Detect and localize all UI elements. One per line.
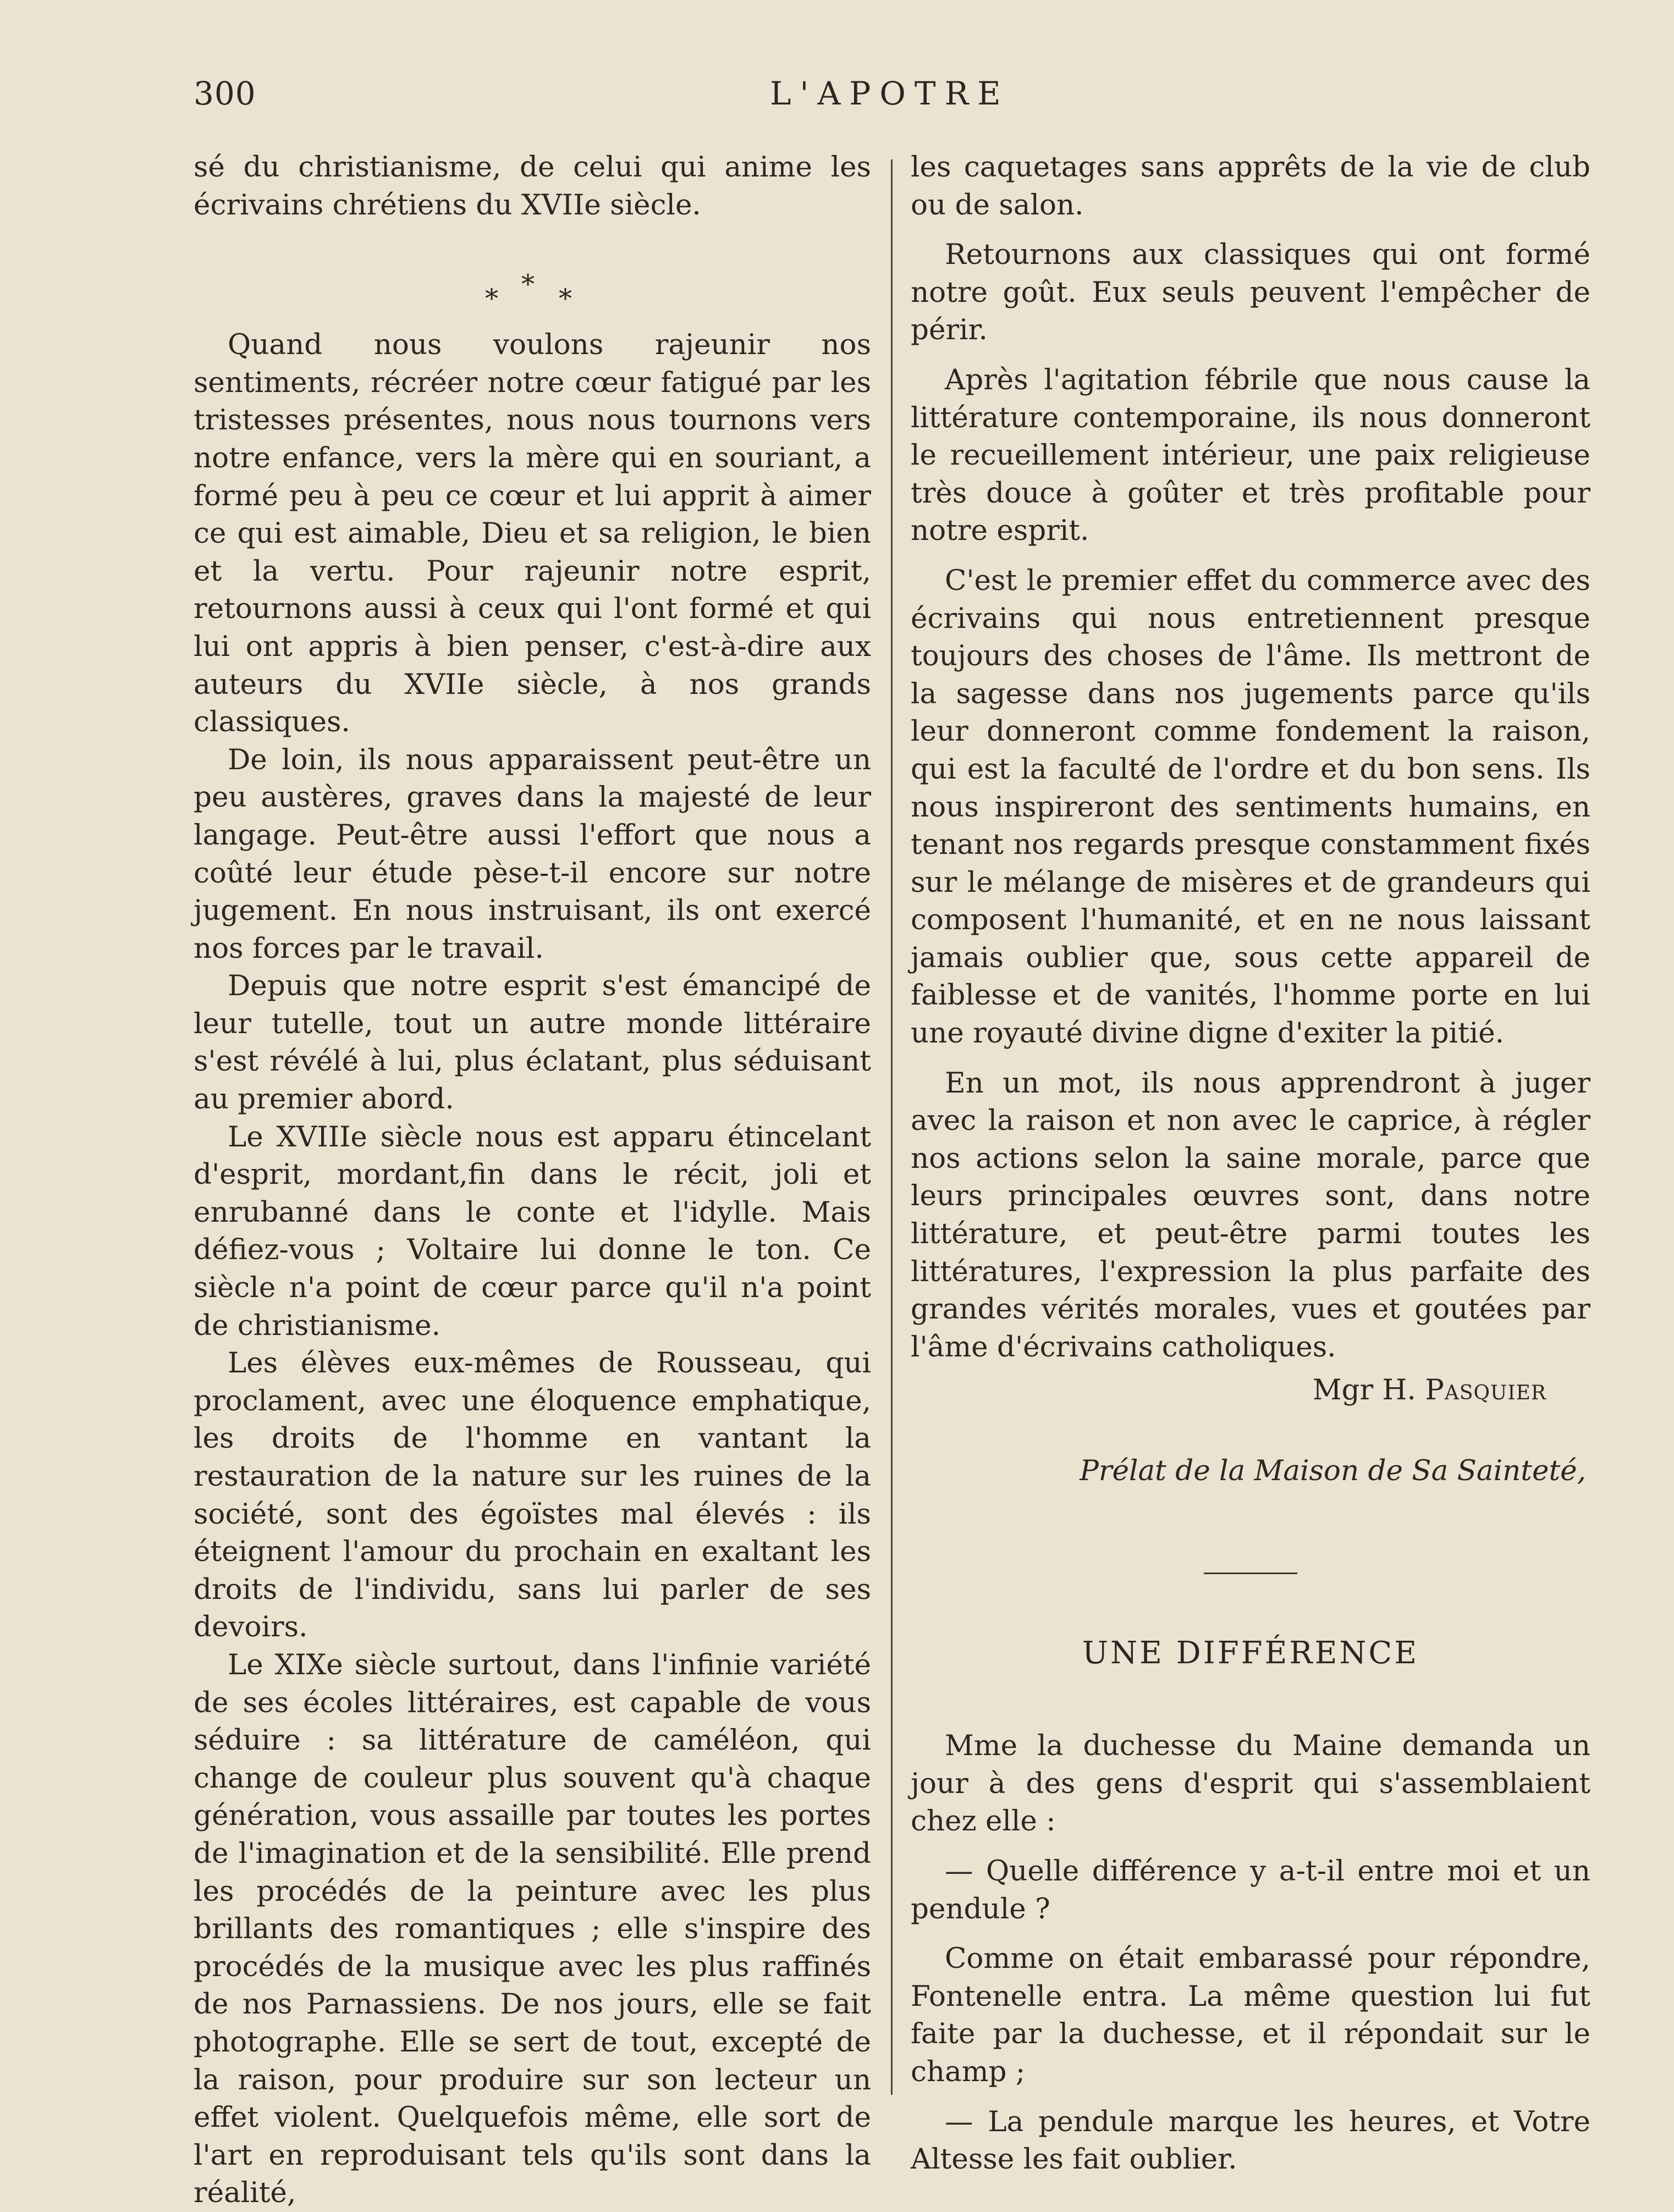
right-paragraph-0: les caquetages sans apprêts de la vie de club ou de salon. xyxy=(911,151,1590,222)
left-paragraph-6: Le XIXe siècle surtout, dans l'infinie variété de ses écoles littéraires, est capable de vous séduire : sa littérature de caméléon, qui change de couleur plus souvent qu'à chaque génération, vous assaille par toutes les portes de l'imagination et de la sensibilité. Elle prend les procédés de la peinture avec les plus brillants des romantiques ; elle s'inspire des procédés de la musique avec les plus raffinés de nos Parnassiens. De nos jours, elle se fait photographe. Elle se sert de tout, excepté de la raison, pour produire sur son lecteur un effet violent. Quelquefois même, elle sort de l'art en reproduisant tels qu'ils sont dans la réalité, xyxy=(194,1648,871,2210)
left-paragraph-5: Les élèves eux-mêmes de Rousseau, qui proclament, avec une éloquence emphatique, les droits de l'homme en vantant la restauration de la nature sur les ruines de la société, sont des égoïstes mal élevés : ils éteignent l'amour du prochain en exaltant les droits de l'individu, sans lui parler de ses devoirs. xyxy=(194,1347,871,1644)
right-column xyxy=(911,148,1590,2178)
section-separator xyxy=(194,224,871,326)
separator-star: * xyxy=(485,283,498,315)
right-paragraph-4: En un mot, ils nous apprendront à juger avec la raison et non avec le caprice, à régler nos actions selon la saine morale, parce que leurs principales œuvres sont, dans notre littérature, et peut-être parmi toutes les littératures, l'expression la plus parfaite des grandes vérités morales, vues et goutées par l'âme d'écrivains catholiques. xyxy=(911,1066,1590,1364)
author-title: Prélat de la Maison de Sa Sainteté, xyxy=(1080,1454,1586,1487)
right-paragraph-1: Retournons aux classiques qui ont formé notre goût. Eux seuls peuvent l'empêcher de périr. xyxy=(911,238,1590,347)
left-paragraph-0: sé du christianisme, de celui qui anime les écrivains chrétiens du XVIIe siècle. xyxy=(194,151,871,222)
section-divider xyxy=(1204,1573,1297,1574)
separator-star: * xyxy=(521,269,535,300)
anecdote-paragraph-4: — La pendule marque les heures, et Votre Altesse les fait oublier. xyxy=(911,2105,1590,2176)
left-paragraph-2: De loin, ils nous apparaissent peut-être un peu austères, graves dans la majesté de leur langage. Peut-être aussi l'effort que nous a coûté leur étude pèse-t-il encore sur notre jugement. En nous instruisant, ils ont exercé nos forces par le travail. xyxy=(194,743,871,965)
left-paragraph-3: Depuis que notre esprit s'est émancipé de leur tutelle, tout un autre monde littéraire s'est révélé à lui, plus éclatant, plus séduisant au premier abord. xyxy=(194,969,871,1116)
page-number: 300 xyxy=(194,75,256,112)
right-paragraph-3: C'est le premier effet du commerce avec des écrivains qui nous entretiennent presque toujours des choses de l'âme. Ils mettront de la sagesse dans nos jugements parce qu'ils leur donneront comme fondement la raison, qui est la faculté de l'ordre et du bon sens. Ils nous inspireront des sentiments humains, en tenant nos regards presque constamment fixés sur le mélange de misères et de grandeurs qui composent l'humanité, et en ne nous laissant jamais oublier que, sous cette appareil de faiblesse et de vanités, l'homme porte en lui une royauté divine digne d'exiter la pitié. xyxy=(911,564,1590,1050)
anecdote-paragraph-1: Mme la duchesse du Maine demanda un jour à des gens d'esprit qui s'assemblaient chez elle : xyxy=(911,1729,1590,1838)
right-paragraph-2: Après l'agitation fébrile que nous cause la littérature contemporaine, ils nous donneront le recueillement intérieur, une paix religieuse très douce à goûter et très profitable pour notre esprit. xyxy=(911,363,1590,548)
anecdote-paragraph-2: — Quelle différence y a-t-il entre moi et un pendule ? xyxy=(911,1854,1590,1926)
section-title: UNE DIFFÉRENCE xyxy=(1082,1635,1419,1671)
running-title: L'APOTRE xyxy=(770,75,1010,112)
anecdote-paragraph-3: Comme on était embarassé pour répondre, Fontenelle entra. La même question lui fut faite par la duchesse, et il répondait sur le champ ; xyxy=(911,1942,1590,2088)
signature-name: Pasquier xyxy=(1425,1373,1546,1407)
signature-prefix: Mgr H. xyxy=(1312,1373,1416,1407)
left-paragraph-4: Le XVIIIe siècle nous est apparu étincelant d'esprit, mordant,fin dans le récit, joli et enrubanné dans le conte et l'idylle. Mais défiez-vous ; Voltaire lui donne le ton. Ce siècle n'a point de cœur parce qu'il n'a point de christianisme. xyxy=(194,1120,871,1342)
separator-star: * xyxy=(559,283,572,315)
column-rule xyxy=(891,159,893,2095)
author-signature xyxy=(911,1371,1590,1409)
left-paragraph-1: Quand nous voulons rajeunir nos sentiments, récréer notre cœur fatigué par les tristesses présentes, nous nous tournons vers notre enfance, vers la mère qui en souriant, a formé peu à peu ce cœur et lui apprit à aimer ce qui est aimable, Dieu et sa religion, le bien et la vertu. Pour rajeunir notre esprit, retournons aussi à ceux qui l'ont formé et qui lui ont appris à bien penser, c'est-à-dire aux auteurs du XVIIe siècle, à nos grands classiques. xyxy=(194,328,871,739)
left-column xyxy=(194,148,871,2212)
